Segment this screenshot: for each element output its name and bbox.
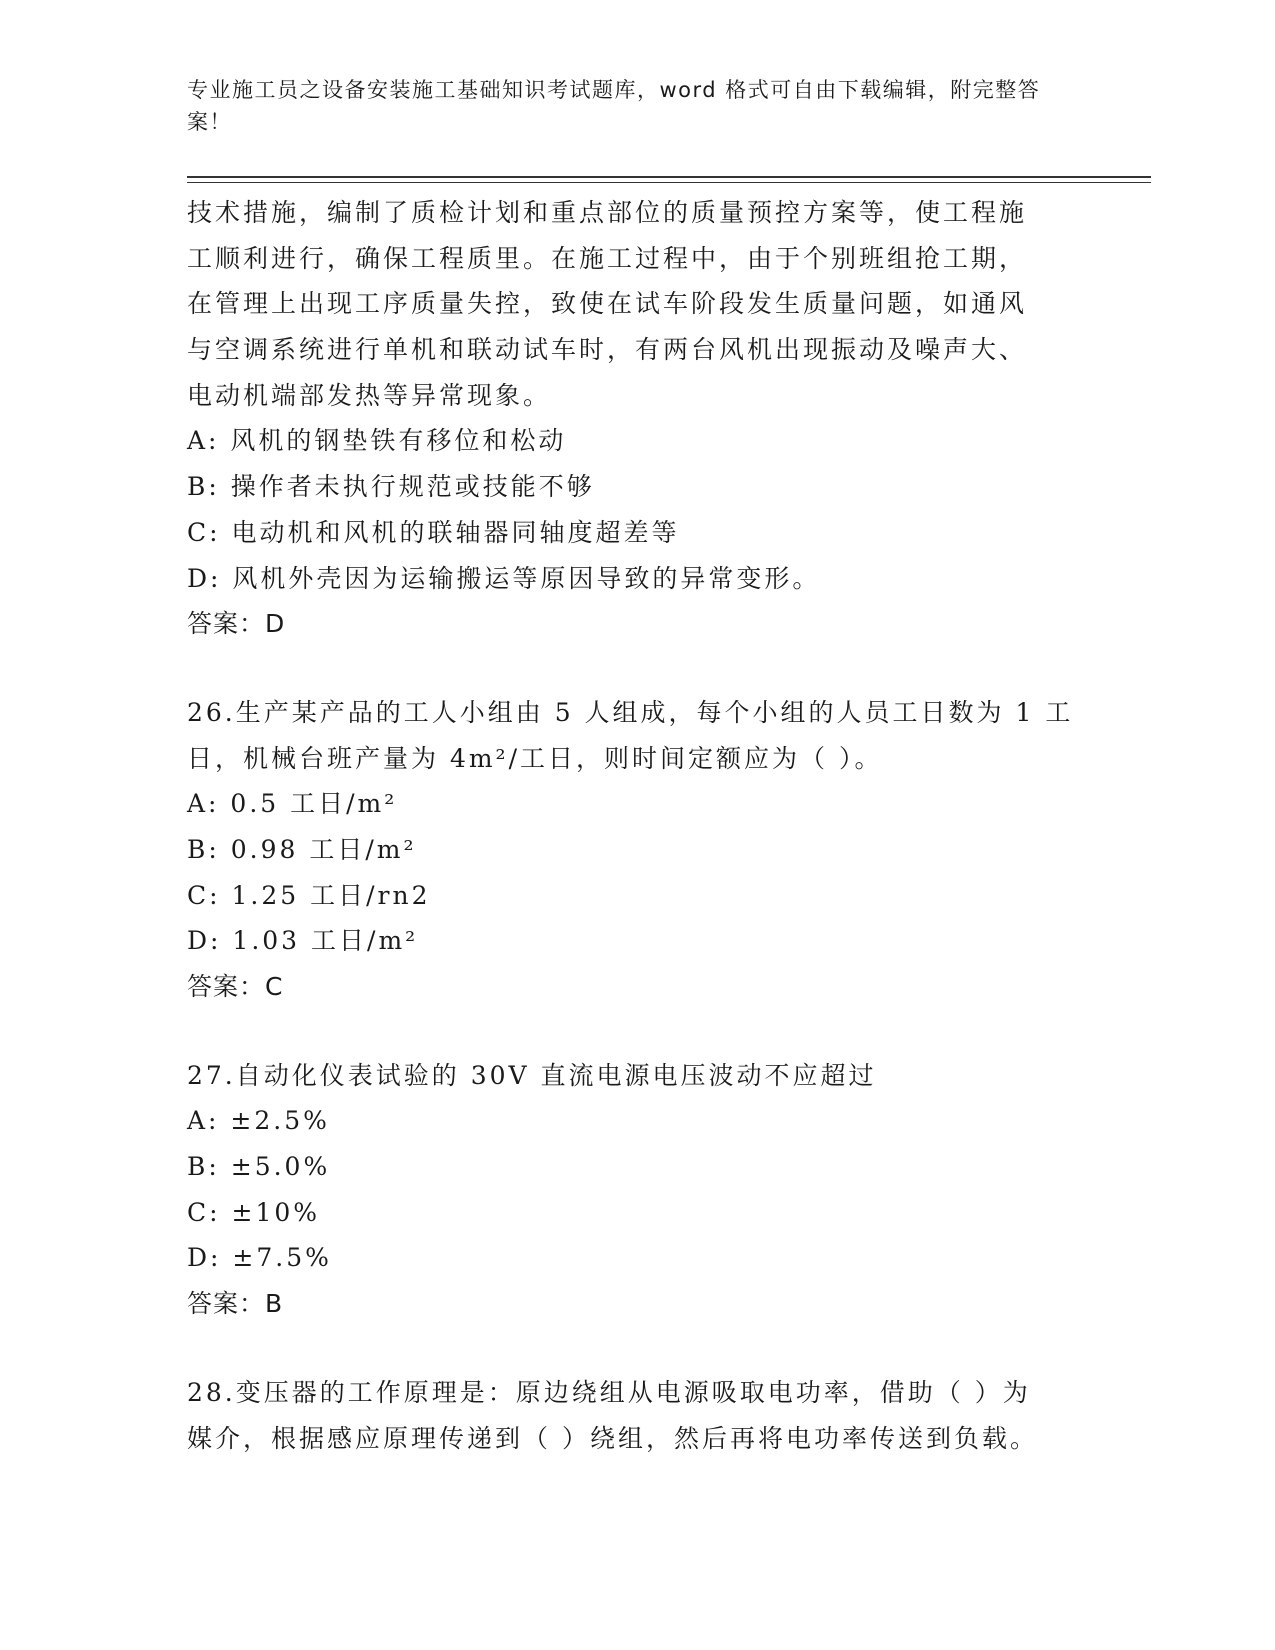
question-text-line: 28.变压器的工作原理是：原边绕组从电源吸取电功率，借助（ ）为	[187, 1377, 1031, 1407]
spacer	[187, 647, 1087, 690]
option-c: C: ±10%	[187, 1197, 321, 1227]
question-text-line: 26.生产某产品的工人小组由 5 人组成，每个小组的人员工日数为 1 工	[187, 697, 1074, 727]
spacer	[187, 1010, 1087, 1053]
question-text-line: 在管理上出现工序质量失控，致使在试车阶段发生质量问题，如通风	[187, 289, 1028, 319]
option-a: A: 风机的钢垫铁有移位和松动	[187, 426, 567, 456]
page-header: 专业施工员之设备安装施工基础知识考试题库，word 格式可自由下载编辑，附完整答案！	[187, 78, 1041, 134]
question-27	[187, 1053, 1087, 1327]
spacer	[187, 1327, 1087, 1370]
option-d: D: 风机外壳因为运输搬运等原因导致的异常变形。	[187, 563, 821, 593]
question-text-line: 27.自动化仪表试验的 30V 直流电源电压波动不应超过	[187, 1060, 877, 1090]
option-b: B: 0.98 工日/m²	[187, 834, 417, 864]
option-d: D: 1.03 工日/m²	[187, 926, 419, 956]
option-b: B: ±5.0%	[187, 1152, 331, 1182]
answer-label: 答案：C	[187, 972, 284, 1001]
answer-label: 答案：B	[187, 1289, 284, 1319]
header-divider-thick	[187, 176, 1151, 178]
answer-label: 答案：D	[187, 609, 286, 639]
question-text-line: 工顺利进行，确保工程质里。在施工过程中，由于个别班组抢工期，	[187, 243, 1028, 273]
option-a: A: ±2.5%	[187, 1106, 330, 1136]
question-28	[187, 1370, 1087, 1461]
question-text-line: 技术措施，编制了质检计划和重点部位的质量预控方案等，使工程施	[187, 198, 1028, 227]
option-c: C: 1.25 工日/rn2	[187, 880, 431, 910]
option-b: B: 操作者未执行规范或技能不够	[187, 472, 595, 502]
document-body	[187, 190, 1087, 1461]
option-c: C: 电动机和风机的联轴器同轴度超差等	[187, 517, 680, 547]
question-text-line: 媒介，根据感应原理传递到（ ）绕组，然后再将电功率传送到负载。	[187, 1423, 1038, 1453]
question-26	[187, 690, 1087, 1010]
question-text-line: 日，机械台班产量为 4m²/工日，则时间定额应为（ ）。	[187, 743, 883, 773]
header-divider-thin	[187, 182, 1151, 183]
option-a: A: 0.5 工日/m²	[187, 789, 398, 819]
question-text-line: 与空调系统进行单机和联动试车时，有两台风机出现振动及噪声大、	[187, 335, 1028, 365]
question-continuation	[187, 190, 1087, 647]
question-text-line: 电动机端部发热等异常现象。	[187, 380, 552, 410]
option-d: D: ±7.5%	[187, 1243, 332, 1273]
